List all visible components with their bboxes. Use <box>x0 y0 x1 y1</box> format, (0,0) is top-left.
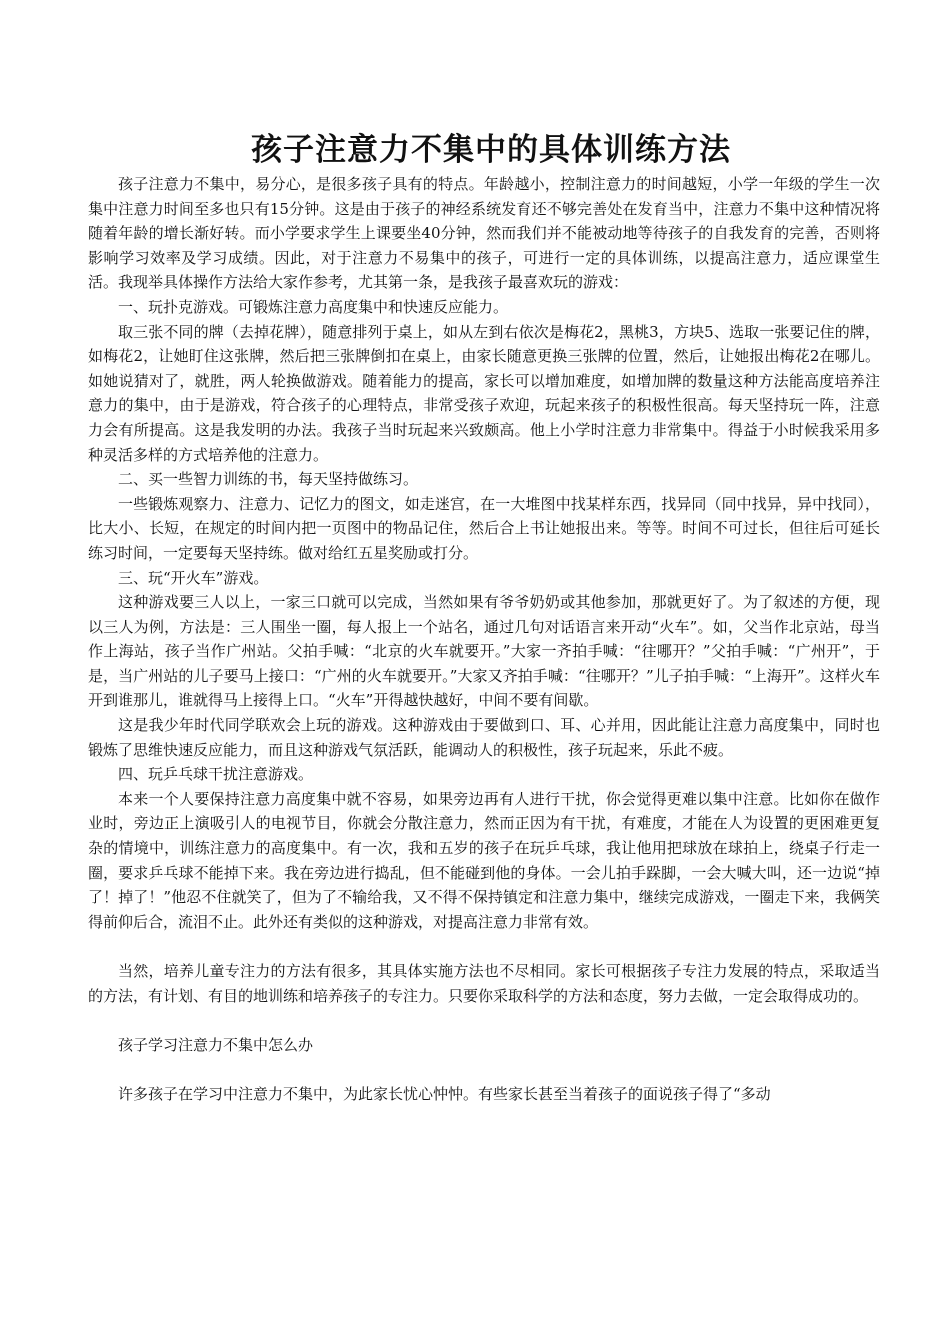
heading-method-3: 三、玩“开火车”游戏。 <box>118 568 269 587</box>
paragraph-method-4: 本来一个人要保持注意力高度集中就不容易，如果旁边再有人进行干扰，你会觉得更难以集中注意。比如你在做作业时，旁边正上演吸引人的电视节目，你就会分散注意力，然而正因为有干扰，有难度，才能在人为设置的更困难更复杂的情境中，训练注意力的高度集中。有一次，我和五岁的孩子在玩乒乓球，我让他用把球放在球拍上，绕桌子行走一圈，要求乒乓球不能掉下来。我在旁边进行捣乱，但不能碰到他的身体。一会儿拍手跺脚，一会大喊大叫，还一边说“掉了！掉了！”他忍不住就笑了，但为了不输给我，又不得不保持镇定和注意力集中，继续完成游戏，一圈走下来，我俩笑得前仰后合，流泪不止。此外还有类似的这种游戏，对提高注意力非常有效。 <box>88 789 880 931</box>
paragraph-method-3: 这种游戏要三人以上，一家三口就可以完成，当然如果有爷爷奶奶或其他参加，那就更好了。为了叙述的方便，现以三人为例，方法是：三人围坐一圈，每人报上一个站名，通过几句对话语言来开动“火车”。如，父当作北京站，母当作上海站，孩子当作广州站。父拍手喊：“北京的火车就要开。”大家一齐拍手喊：“往哪开？”父拍手喊：“广州开”，于是，当广州站的儿子要马上接口：“广州的火车就要开。”大家又齐拍手喊：“往哪开？”儿子拍手喊：“上海开”。这样火车开到谁那儿，谁就得马上接得上口。“火车”开得越快越好，中间不要有间歇。 <box>88 593 880 710</box>
heading-method-2: 二、买一些智力训练的书，每天坚持做练习。 <box>118 470 419 489</box>
heading-method-4: 四、玩乒乓球干扰注意游戏。 <box>118 765 314 784</box>
paragraph-method-3-note: 这是我少年时代同学联欢会上玩的游戏。这种游戏由于要做到口、耳、心并用，因此能让注意力高度集中，同时也锻炼了思维快速反应能力，而且这种游戏气氛活跃，能调动人的积极性，孩子玩起来，乐此不疲。 <box>88 716 880 759</box>
document-page <box>88 128 880 1107</box>
paragraph-method-1: 取三张不同的牌（去掉花牌），随意排列于桌上，如从左到右依次是梅花2，黑桃3，方块5、选取一张要记住的牌，如梅花2，让她盯住这张牌，然后把三张牌倒扣在桌上，由家长随意更换三张牌的位置，然后，让她报出梅花2在哪儿。如她说猜对了，就胜，两人轮换做游戏。随着能力的提高，家长可以增加难度，如增加牌的数量这种方法能高度培养注意力的集中，由于是游戏，符合孩子的心理特点，非常受孩子欢迎，玩起来孩子的积极性很高。每天坚持玩一阵，注意力会有所提高。这是我发明的办法。我孩子当时玩起来兴致颇高。他上小学时注意力非常集中。得益于小时候我采用多种灵活多样的方式培养他的注意力。 <box>88 322 880 464</box>
blank-line <box>88 1057 880 1082</box>
paragraph-method-2: 一些锻炼观察力、注意力、记忆力的图文，如走迷宫，在一大堆图中找某样东西，找异同（同中找异，异中找同），比大小、长短，在规定的时间内把一页图中的物品记住，然后合上书让她报出来。等等。时间不可过长，但往后可延长练习时间，一定要每天坚持练。做对给红五星奖励或打分。 <box>88 494 880 562</box>
paragraph-intro: 孩子注意力不集中，易分心，是很多孩子具有的特点。年龄越小，控制注意力的时间越短，小学一年级的学生一次集中注意力时间至多也只有15分钟。这是由于孩子的神经系统发育还不够完善处在发育当中，注意力不集中这种情况将随着年龄的增长渐好转。而小学要求学生上课要坐40分钟，然而我们并不能被动地等待孩子的自我发育的完善，否则将影响学习效率及学习成绩。因此，对于注意力不易集中的孩子，可进行一定的具体训练，以提高注意力，适应课堂生活。我现举具体操作方法给大家作参考，尤其第一条，是我孩子最喜欢玩的游戏： <box>88 175 880 292</box>
document-title: 孩子注意力不集中的具体训练方法 <box>251 132 731 168</box>
document-body <box>88 172 880 1107</box>
paragraph-section-intro: 许多孩子在学习中注意力不集中，为此家长忧心忡忡。有些家长甚至当着孩子的面说孩子得了“多动 <box>118 1084 771 1103</box>
blank-line <box>88 934 880 959</box>
section-heading: 孩子学习注意力不集中怎么办 <box>118 1035 314 1054</box>
paragraph-conclusion: 当然，培养儿童专注力的方法有很多，其具体实施方法也不尽相同。家长可根据孩子专注力发展的特点，采取适当的方法，有计划、有目的地训练和培养孩子的专注力。只要你采取科学的方法和态度，努力去做，一定会取得成功的。 <box>88 962 880 1005</box>
blank-line <box>88 1008 880 1033</box>
heading-method-1: 一、玩扑克游戏。可锻炼注意力高度集中和快速反应能力。 <box>118 297 509 316</box>
